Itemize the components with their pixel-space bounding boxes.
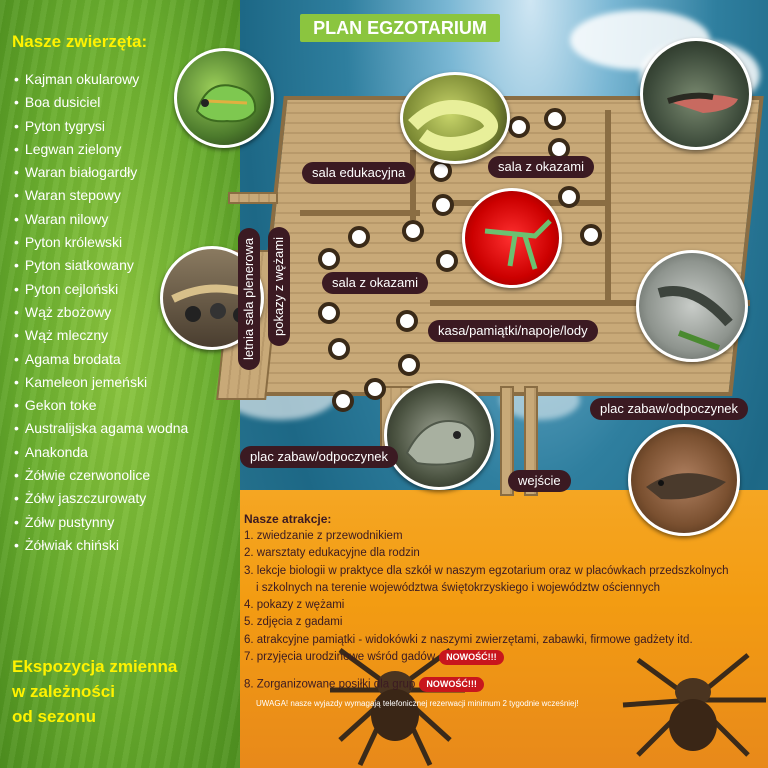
animal-list-item: • Pyton cejloński [14, 278, 188, 301]
mantis-photo [462, 188, 562, 288]
animal-list-item: • Agama brodata [14, 348, 188, 371]
attractions-list [244, 528, 764, 666]
label-exhibit-room-top: sala z okazami [488, 156, 594, 178]
exposition-note [12, 654, 177, 729]
attraction-item-text: 8. Zorganizowane posiłki dla grup [244, 678, 416, 691]
plan-title: PLAN EGZOTARIUM [300, 14, 500, 42]
animal-list-item: • Waran białogardły [14, 161, 188, 184]
terrarium-marker [328, 338, 350, 360]
terrarium-marker [396, 310, 418, 332]
iguana-photo [384, 380, 494, 490]
walkway-plank [228, 192, 278, 204]
attraction-item: 3. lekcje biologii w praktyce dla szkół w naszym egzotarium oraz w placówkach przedszkolnych [244, 564, 729, 577]
terrarium-marker [318, 248, 340, 270]
animals-title: Nasze zwierzęta: [12, 32, 148, 51]
terrarium-marker [402, 220, 424, 242]
monitor-lizard-photo [636, 250, 748, 362]
terrarium-marker [544, 108, 566, 130]
terrarium-marker [432, 194, 454, 216]
animal-list-item: • Pyton tygrysi [14, 115, 188, 138]
label-playground-left: plac zabaw/odpoczynek [240, 446, 398, 468]
animal-list-item: • Pyton siatkowany [14, 254, 188, 277]
attraction-item [244, 649, 764, 666]
bearded-dragon-photo [628, 424, 740, 536]
animal-list-item: • Żółw pustynny [14, 511, 188, 534]
label-summer-hall: letnia sala plenerowa [238, 228, 260, 370]
exposition-line-3: od sezonu [12, 707, 97, 726]
exposition-line-2: w zależności [12, 682, 115, 701]
animal-list-item: • Żółwie czerwonolice [14, 464, 188, 487]
attraction-item: 1. zwiedzanie z przewodnikiem [244, 530, 403, 542]
label-exhibit-room-mid: sala z okazami [322, 272, 428, 294]
attraction-item: 4. pokazy z wężami [244, 599, 345, 612]
animal-list-item: • Żółw jaszczurowaty [14, 487, 188, 510]
animal-list-item: • Kameleon jemeński [14, 371, 188, 394]
terrarium-marker [508, 116, 530, 138]
terrarium-marker [436, 250, 458, 272]
terrarium-marker [398, 354, 420, 376]
label-education-room: sala edukacyjna [302, 162, 415, 184]
animal-list-item: • Wąż zbożowy [14, 301, 188, 324]
animal-list-item: • Waran stepowy [14, 184, 188, 207]
terrarium-marker [348, 226, 370, 248]
terrarium-marker [318, 302, 340, 324]
terrarium-marker [332, 390, 354, 412]
exposition-line-1: Ekspozycja zmienna [12, 657, 178, 676]
animal-list-item: • Waran nilowy [14, 208, 188, 231]
new-badge: NOWOŚĆ!!! [439, 650, 504, 665]
label-entrance: wejście [508, 470, 571, 492]
attractions-title: Nasze atrakcje: [244, 512, 332, 526]
attraction-item-text: 7. przyjęcia urodzinowe wśród gadów [244, 651, 436, 664]
python-photo [400, 72, 510, 164]
label-playground-right: plac zabaw/odpoczynek [590, 398, 748, 420]
label-cash-desk: kasa/pamiątki/napoje/lody [428, 320, 598, 342]
animal-list-item: • Kajman okularowy [14, 68, 188, 91]
animal-list-item: • Boa dusiciel [14, 91, 188, 114]
wall [300, 210, 420, 216]
attraction-item-8 [244, 677, 484, 692]
terrarium-marker [558, 186, 580, 208]
animal-list-item: • Wąż mleczny [14, 324, 188, 347]
animal-list-item: • Anakonda [14, 441, 188, 464]
chameleon-photo [174, 48, 274, 148]
animal-list-item: • Żółwiak chiński [14, 534, 188, 557]
attraction-item: i szkolnych na terenie województwa świętokrzyskiego i województw ościennych [256, 581, 660, 594]
animal-list-item: • Gekon toke [14, 394, 188, 417]
attraction-item: 5. zdjęcia z gadami [244, 616, 343, 629]
animal-list-item: • Legwan zielony [14, 138, 188, 161]
attraction-item: 6. atrakcyjne pamiątki - widokówki z naszymi zwierzętami, zabawki, firmowe gadżety itd. [244, 633, 693, 646]
animal-list-item: • Australijska agama wodna [14, 417, 188, 440]
wall [410, 150, 416, 220]
animal-list-item: • Pyton królewski [14, 231, 188, 254]
terrarium-marker [580, 224, 602, 246]
terrarium-marker [364, 378, 386, 400]
reservation-note: UWAGA! nasze wyjazdy wymagają telefonicznej rezerwacji minimum 2 tygodnie wcześniej! [256, 699, 579, 708]
label-snake-shows: pokazy z wężami [268, 227, 290, 346]
attraction-item: 2. warsztaty edukacyjne dla rodzin [244, 547, 420, 560]
caiman-photo [640, 38, 752, 150]
new-badge: NOWOŚĆ!!! [419, 677, 484, 692]
